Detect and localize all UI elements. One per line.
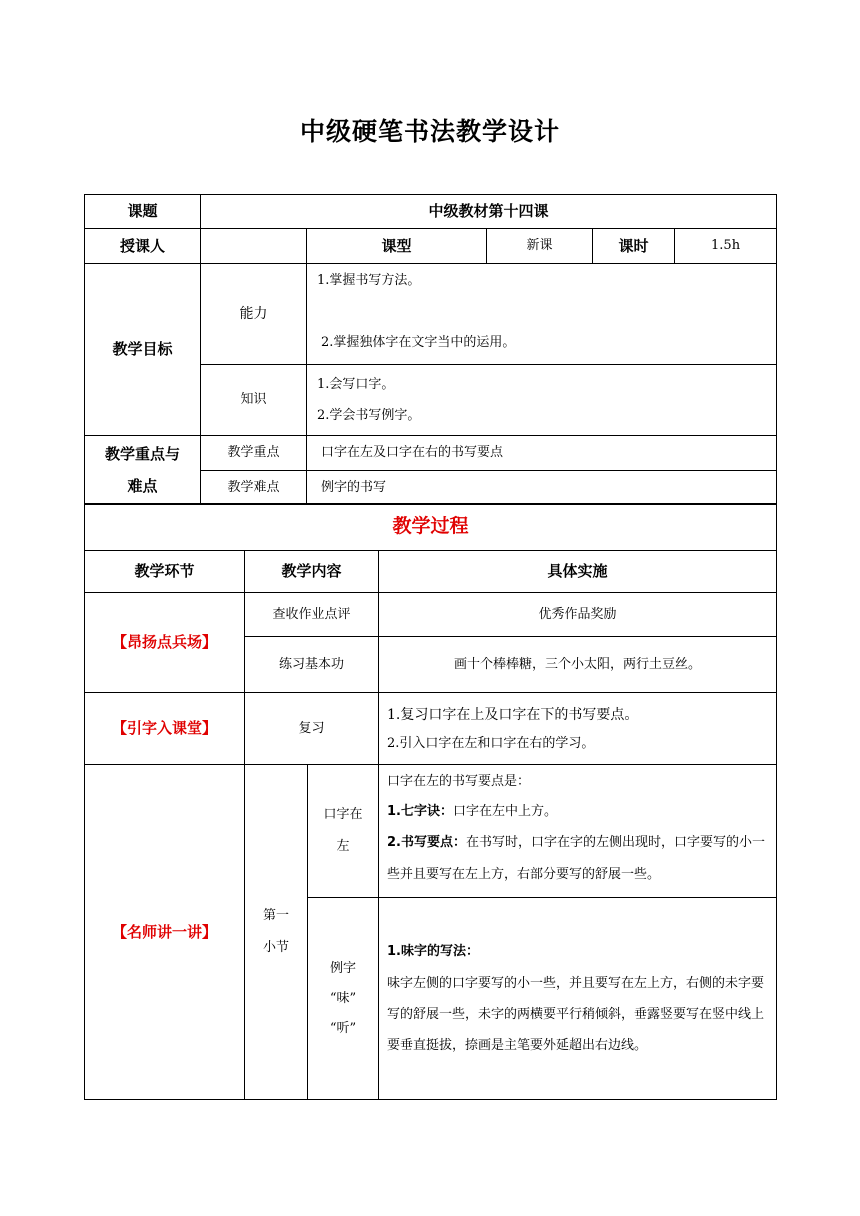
knowledge-cell: [307, 365, 777, 436]
part-item: 1.七字诀：口字在左中上方。: [387, 804, 557, 819]
page-title: 中级硬笔书法教学设计: [299, 117, 560, 146]
section-label: 【引字入课堂】: [85, 693, 245, 765]
hours-label: 课时: [593, 229, 675, 264]
part-heading: 1.味字的写法：: [387, 944, 479, 959]
part-item: 2.书写要点：在书写时，口字在字的左侧出现时，口字要写的小一些并且要写在左上方，右部分要写的舒展一些。: [387, 835, 765, 882]
difficulty-label: 教学难点: [201, 471, 307, 505]
ability-cell: [307, 264, 777, 365]
type-value: 新课: [487, 229, 593, 264]
content-cell: 复习: [245, 693, 379, 765]
knowledge-item: 1.会写口字。: [317, 377, 395, 392]
ability-item: 2.掌握独体字在文字当中的运用。: [321, 334, 516, 350]
part-content: [379, 898, 777, 1100]
teacher-value: [201, 229, 307, 264]
subsection-label: 第一 小节: [245, 765, 308, 1100]
impl-item: 1.复习口字在上及口字在下的书写要点。: [387, 706, 639, 723]
info-table: [84, 194, 777, 505]
hours-value: 1.5h: [675, 229, 777, 264]
type-label: 课型: [307, 229, 487, 264]
section-label: 【昂扬点兵场】: [85, 593, 245, 693]
focus-label: 教学重点: [201, 436, 307, 471]
topic-label: 课题: [85, 195, 201, 229]
part-text: 味字左侧的口字要写的小一些，并且要写在左上方，右侧的未字要写的舒展一些，未字的两横要平行稍倾斜，垂露竖要写在竖中线上要垂直挺拔，捺画是主笔要外延超出右边线。: [387, 976, 765, 1053]
teacher-label: 授课人: [85, 229, 201, 264]
part-intro: 口字在左的书写要点是：: [387, 774, 531, 789]
process-title: 教学过程: [85, 504, 777, 551]
part-content: [379, 765, 777, 898]
content-cell: 查收作业点评: [245, 593, 379, 637]
impl-cell: 优秀作品奖励: [379, 593, 777, 637]
part-label: 口字在 左: [308, 765, 379, 898]
ability-label: 能力: [201, 264, 307, 365]
part-label: 例字 “味” “听”: [308, 898, 379, 1100]
goals-label: 教学目标: [85, 264, 201, 436]
content-cell: 练习基本功: [245, 637, 379, 693]
ability-item: 1.掌握书写方法。: [317, 273, 421, 288]
header-stage: 教学环节: [85, 551, 245, 593]
impl-cell: 画十个棒棒糖，三个小太阳，两行土豆丝。: [379, 637, 777, 693]
focus-value: 口字在左及口字在右的书写要点: [307, 436, 777, 471]
impl-cell: [379, 693, 777, 765]
topic-value: 中级教材第十四课: [201, 195, 777, 229]
process-table: [84, 503, 777, 1100]
keypoints-label: 教学重点与 难点: [85, 436, 201, 505]
header-content: 教学内容: [245, 551, 379, 593]
header-implementation: 具体实施: [379, 551, 777, 593]
knowledge-item: 2.学会书写例字。: [317, 408, 421, 423]
impl-item: 2.引入口字在左和口字在右的学习。: [387, 735, 595, 751]
section-label: 【名师讲一讲】: [85, 765, 245, 1100]
knowledge-label: 知识: [201, 365, 307, 436]
difficulty-value: 例字的书写: [307, 471, 777, 505]
